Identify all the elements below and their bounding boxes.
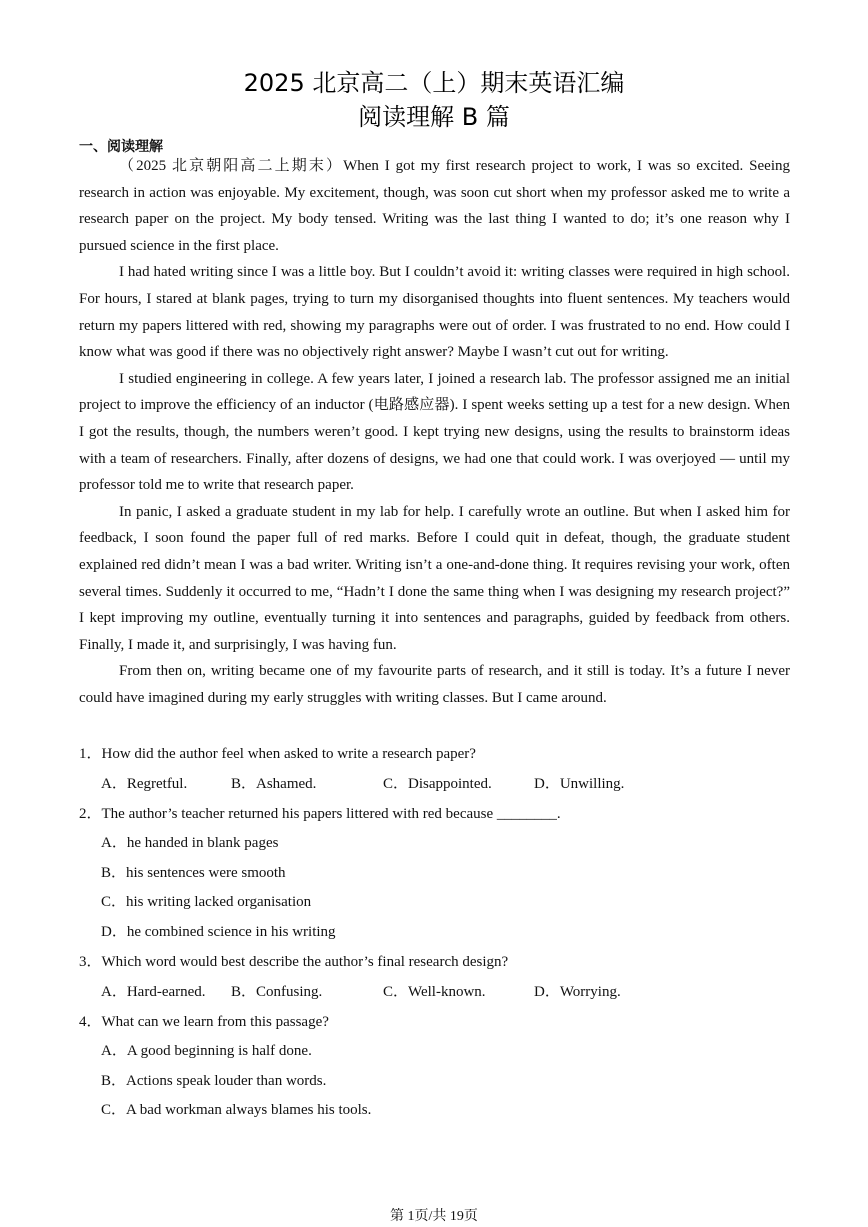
question-2-option-c: C．his writing lacked organisation xyxy=(101,894,312,910)
reading-passage xyxy=(79,153,790,711)
question-1-option-d: D．Unwilling. xyxy=(534,776,625,792)
question-2-stem: 2．The author’s teacher returned his papers littered with red because ________. xyxy=(79,806,561,822)
question-4-option-a: A．A good beginning is half done. xyxy=(101,1043,312,1059)
question-1-options xyxy=(79,769,790,799)
question-3-stem: 3．Which word would best describe the author’s final research design? xyxy=(79,954,509,970)
question-list xyxy=(79,739,790,1126)
page-number: 第 1页/共 19页 xyxy=(390,1209,478,1224)
question-4-option-b: B．Actions speak louder than words. xyxy=(101,1072,327,1089)
question-2-option-d: D．he combined science in his writing xyxy=(101,923,336,940)
question-3-option-d: D．Worrying. xyxy=(534,984,621,1000)
question-3-options xyxy=(79,977,790,1007)
page-subtitle: 阅读理解 B 篇 xyxy=(358,103,510,131)
question-4-stem: 4．What can we learn from this passage? xyxy=(79,1014,329,1030)
question-1-option-c: C．Disappointed. xyxy=(383,776,492,792)
question-1-stem: 1．How did the author feel when asked to write a research paper? xyxy=(79,746,476,762)
page-title: 2025 北京高二（上）期末英语汇编 xyxy=(243,69,625,97)
question-2-option-a: A．he handed in blank pages xyxy=(101,835,279,851)
question-2-option-b: B．his sentences were smooth xyxy=(101,864,286,881)
passage-paragraph-2: I had hated writing since I was a little boy. But I couldn’t avoid it: writing classes were required in high school. For hours, I stared at blank pages, trying to turn my disorganised thoughts into fluent sentences. My teachers would return my papers littered with red, showing my paragraphs were out of order. I was frustrated to no end. How could I know what was good if there was no objectively right answer? Maybe I wasn’t cut out for writing. xyxy=(79,264,790,361)
question-1-option-b: B．Ashamed. xyxy=(231,776,317,792)
question-4-option-c: C．A bad workman always blames his tools. xyxy=(101,1102,372,1118)
question-1-option-a: A．Regretful. xyxy=(101,776,188,792)
section-heading: 一、阅读理解 xyxy=(79,139,163,155)
question-3-option-b: B．Confusing. xyxy=(231,984,323,1000)
question-3-option-c: C．Well-known. xyxy=(383,984,486,1000)
passage-paragraph-3: I studied engineering in college. A few years later, I joined a research lab. The professor assigned me an initial project to improve the efficiency of an inductor (电路感应器). I spent weeks setting up a test for a new design. When I got the results, though, the numbers weren’t good. I kept trying new designs, using the results to brainstorm ideas with a team of researchers. Finally, after dozens of designs, we had one that could work. I was overjoyed — until my professor told me to write that research paper. xyxy=(79,370,790,494)
passage-paragraph-1: （2025 北京朝阳高二上期末）When I got my first research project to work, I was so excited. Seeing research in action was enjoyable. My excitement, though, was soon cut short when my professor asked me to write a research paper on the project. My body tensed. Writing was the last thing I wanted to do; it’s one reason why I pursued science in the first place. xyxy=(79,158,790,254)
question-3-option-a: A．Hard-earned. xyxy=(101,984,206,1000)
passage-paragraph-4: In panic, I asked a graduate student in my lab for help. I carefully wrote an outline. But when I asked him for feedback, I soon found the paper full of red marks. Before I could quit in defeat, though, the graduate student explained red didn’t mean I was a bad writer. Writing isn’t a one-and-done thing. It requires revising your work, often several times. Suddenly it occurred to me, “Hadn’t I done the same thing when I was designing my research project?” I kept improving my outline, eventually turning it into sentences and paragraphs, guided by feedback from others. Finally, I made it, and surprisingly, I was having fun. xyxy=(79,503,790,653)
passage-paragraph-5: From then on, writing became one of my favourite parts of research, and it still is today. It’s a future I never could have imagined during my early struggles with writing classes. But I came around. xyxy=(79,663,790,706)
